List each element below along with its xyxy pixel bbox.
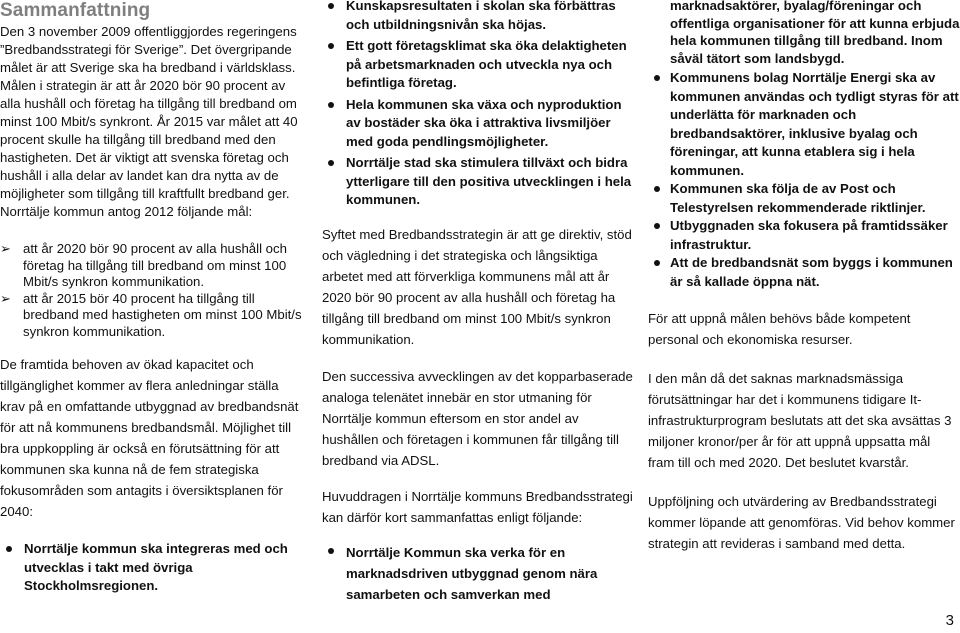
column-right bbox=[648, 0, 960, 554]
summary-item: Kommunen ska följa de av Post och Telestyrelsen rekommenderade riktlinjer. bbox=[648, 180, 960, 217]
focus-item: Norrtälje stad ska stimulera tillväxt och bidra ytterligare till den positiva utvecklingen i hela kommunen. bbox=[322, 154, 638, 210]
capacity-paragraph: De framtida behoven av ökad kapacitet och tillgänglighet kommer av flera anledningar ställa krav på en omfattande utbyggnad av bredbandsnät för att nå kommunens bredbandsmål. Möjlighet till bra uppkoppling är också en förutsättning för att kommunen ska kunna nå de fem strategiska fokusområden som antagits i översiktsplanen för 2040: bbox=[0, 357, 299, 519]
page-number: 3 bbox=[945, 612, 954, 629]
goal-item: ➢ att år 2020 bör 90 procent av alla hushåll och företag ha tillgång till bredband om minst 100 Mbit/s synkron kommunikation. bbox=[0, 241, 287, 289]
summary-item: Kommunens bolag Norrtälje Energi ska av kommunen användas och tydligt styras för att underlätta för marknaden och bredbandsaktörer, inklusive byalag och föreningar, att kunna etablera sig i hela kommunen. bbox=[648, 69, 960, 180]
focus-item: Ett gott företagsklimat ska öka delaktigheten på arbetsmarknaden och utveckla nya och befintliga företag. bbox=[322, 37, 638, 93]
focus-item: Kunskapsresultaten i skolan ska förbättras och utbildningsnivån ska höjas. bbox=[322, 0, 638, 34]
followup-paragraph: Uppföljning och utvärdering av Bredbandsstrategi kommer löpande att genomföras. Vid behov kommer strategin att revideras i samband med detta. bbox=[648, 494, 955, 551]
focus-item: Norrtälje kommun ska integreras med och utvecklas i takt med övriga Stockholmsregionen. bbox=[0, 540, 305, 596]
copper-network-paragraph: Den successiva avvecklingen av det kopparbaserade analoga telenätet innebär en stor utmaning för Norrtälje kommun eftersom en stor andel av hushållen och företagen i kommunen får tillgång till bredband via ADSL. bbox=[322, 368, 633, 468]
focus-item: Hela kommunen ska växa och nyproduktion av bostäder ska öka i attraktiva livsmiljöer med goda pendlingsmöjligheter. bbox=[322, 96, 638, 152]
goal-item: ➢ att år 2015 bör 40 procent ha tillgång till bredband med hastigheten om minst 100 Mbit/s synkron kommunikation. bbox=[0, 290, 302, 339]
summary-list-continued bbox=[648, 69, 960, 291]
column-left bbox=[0, 0, 305, 596]
page-title: Sammanfattning bbox=[0, 0, 151, 21]
summary-list bbox=[322, 542, 638, 605]
intro-paragraph: Den 3 november 2009 offentliggjordes regeringens ”Bredbandsstrategi för Sverige”. Det övergripande målet är att Sverige ska ha bredband i världsklass. Målen i strategin är att år 2020 bör 90 procent av alla hushåll och företag ha tillgång till bredband om minst 100 Mbit/s synkront. År 2015 var målet att 40 procent skulle ha tillgång till bredband med den hastigheten. Det är viktigt att svenska företag och hushåll i alla delar av landet kan dra nytta av de möjligheter som tillgång till kraftfullt bredband ger. Norrtälje kommun antog 2012 följande mål: bbox=[0, 24, 298, 219]
summary-intro-paragraph: Huvuddragen i Norrtälje kommuns Bredbandsstrategi kan därför kort sammanfattas enligt följande: bbox=[322, 488, 633, 525]
focus-list bbox=[0, 540, 305, 596]
summary-item-continued: marknadsaktörer, byalag/föreningar och offentliga organisationer för att kunna erbjuda hela kommunen tillgång till bredband. Inom såväl tätort som landsbygd. bbox=[670, 0, 960, 66]
goal-list bbox=[0, 241, 305, 340]
funding-paragraph: I den mån då det saknas marknadsmässiga förutsättningar har det i kommunens tidigare It-infrastrukturprogram beslutats att det ska avsättas 3 miljoner kronor/per år för att uppnå uppsatta mål fram till och med 2020. Det beslutet kvarstår. bbox=[648, 371, 952, 470]
summary-item: Utbyggnaden ska fokusera på framtidssäker infrastruktur. bbox=[648, 217, 960, 254]
arrow-bullet-icon: ➢ bbox=[0, 241, 11, 256]
focus-list-continued bbox=[322, 0, 638, 210]
arrow-bullet-icon: ➢ bbox=[0, 290, 11, 306]
resources-paragraph: För att uppnå målen behövs både kompetent personal och ekonomiska resurser. bbox=[648, 311, 911, 347]
summary-item: Att de bredbandsnät som byggs i kommunen är så kallade öppna nät. bbox=[648, 254, 960, 291]
purpose-paragraph: Syftet med Bredbandsstrategin är att ge direktiv, stöd och vägledning i det strategiska och långsiktiga arbetet med att förverkliga kommunens mål att år 2020 bör 90 procent av alla hushåll och företag ha tillgång till bredband om minst 100 Mbit/s synkron kommunikation. bbox=[322, 226, 632, 347]
summary-item: Norrtälje Kommun ska verka för en marknadsdriven utbyggnad genom nära samarbeten och samverkan med bbox=[322, 542, 638, 605]
column-middle bbox=[322, 0, 638, 605]
